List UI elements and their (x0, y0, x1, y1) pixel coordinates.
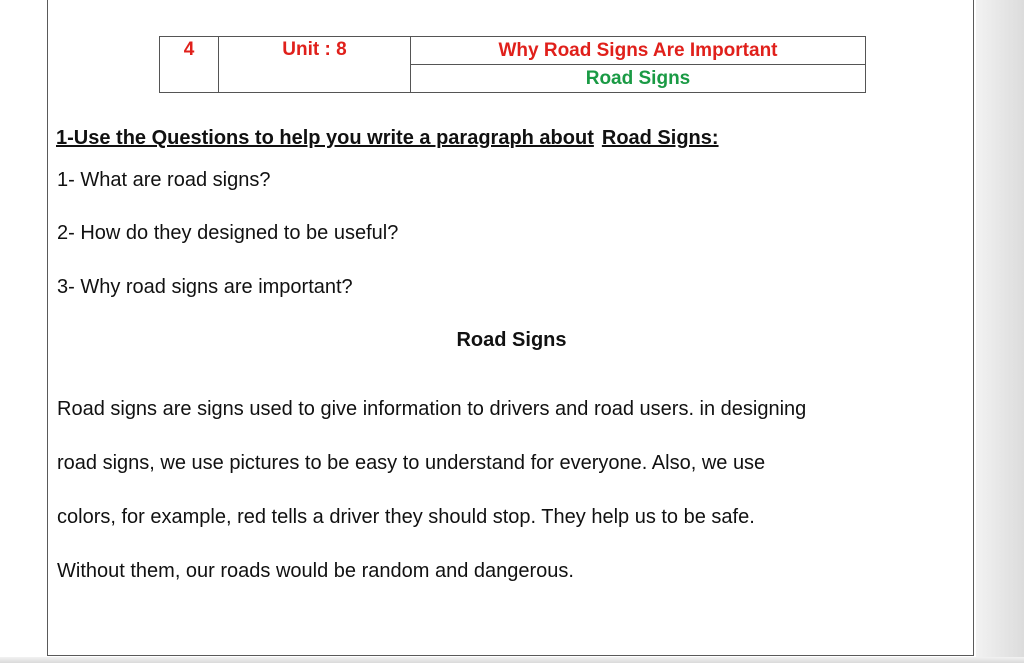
instruction-text: 1-Use the Questions to help you write a paragraph about (56, 127, 594, 149)
question-3: 3- Why road signs are important? (57, 276, 353, 298)
paragraph-title: Road Signs (456, 329, 567, 351)
question-1: 1- What are road signs? (57, 169, 271, 191)
paragraph-line-3: colors, for example, red tells a driver they should stop. They help us to be safe. (57, 506, 755, 528)
lesson-title-cell: Why Road Signs Are Important (411, 37, 866, 65)
worksheet-page (47, 0, 974, 656)
unit-cell: Unit : 8 (219, 37, 411, 93)
instruction-heading (56, 127, 719, 150)
paragraph-line-2: road signs, we use pictures to be easy to understand for everyone. Also, we use (57, 452, 766, 474)
paragraph-line-1: Road signs are signs used to give information to drivers and road users. in designing (57, 398, 807, 420)
paragraph-body (57, 382, 957, 598)
paragraph-line-4: Without them, our roads would be random and dangerous. (57, 560, 574, 582)
scan-edge-bottom (0, 657, 1024, 663)
lesson-number-cell: 4 (160, 37, 219, 93)
header-table (159, 36, 866, 93)
topic-cell: Road Signs (411, 65, 866, 93)
scan-edge-right (976, 0, 1024, 663)
question-2: 2- How do they designed to be useful? (57, 222, 399, 244)
header-row-1 (160, 37, 866, 65)
instruction-topic: Road Signs: (601, 127, 719, 149)
